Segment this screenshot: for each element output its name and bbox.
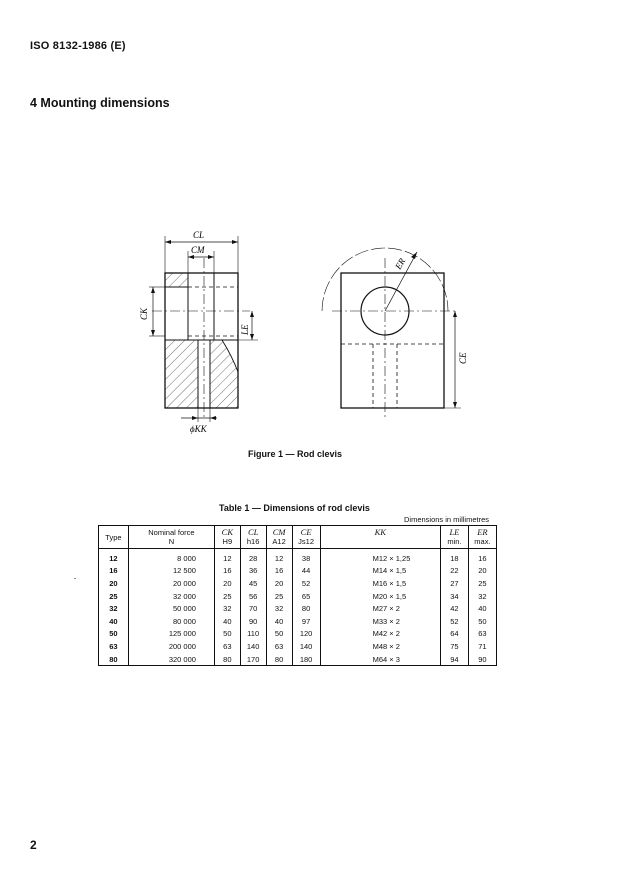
ck-label: CK [139, 307, 149, 320]
header-cl [240, 526, 266, 549]
section-title: 4 Mounting dimensions [30, 96, 170, 110]
clevis-side-view [322, 248, 461, 420]
header-ce-tolerance: Js12 [298, 537, 315, 546]
header-kk-symbol: KK [374, 527, 386, 537]
cl-label: CL [193, 230, 205, 240]
standard-header: ISO 8132-1986 (E) [30, 40, 126, 52]
table-header-row [99, 526, 497, 549]
header-er-symbol: ER [477, 527, 488, 537]
header-ck-tolerance: H9 [222, 537, 233, 546]
table-row: 16 12 500 16 36 16 44 M14 × 1,5 22 20 [99, 565, 497, 578]
table-caption: Table 1 — Dimensions of rod clevis [219, 503, 370, 513]
table-row: 50 125 000 50 110 50 120 M42 × 2 64 63 [99, 628, 497, 641]
table-row: 80 320 000 80 170 80 180 M64 × 3 94 90 [99, 653, 497, 666]
ce-label: CE [458, 352, 468, 364]
kk-label: ϕKK [190, 424, 207, 434]
header-ck [214, 526, 240, 549]
table-row: 12 8 000 12 28 12 38 M12 × 1,25 18 16 [99, 549, 497, 565]
header-cm-tolerance: A12 [272, 537, 286, 546]
cm-label: CM [191, 245, 205, 255]
header-ck-symbol: CK [221, 527, 233, 537]
header-ce-symbol: CE [300, 527, 312, 537]
scan-speck [74, 578, 76, 579]
header-er [468, 526, 496, 549]
header-le [440, 526, 468, 549]
dimensions-table [98, 525, 497, 666]
page-number: 2 [30, 838, 37, 852]
header-force-title: Nominal force [148, 528, 195, 537]
header-cm [266, 526, 292, 549]
figure-caption: Figure 1 — Rod clevis [248, 449, 343, 459]
er-label: ER [393, 256, 408, 271]
header-cl-symbol: CL [247, 527, 259, 537]
table-row: 25 32 000 25 56 25 65 M20 × 1,5 34 32 [99, 590, 497, 603]
units-note: Dimensions in millimetres [404, 515, 490, 524]
header-kk [320, 526, 440, 549]
header-ce [292, 526, 320, 549]
header-le-symbol: LE [449, 527, 460, 537]
header-type: Type [99, 526, 129, 549]
header-cm-symbol: CM [272, 527, 286, 537]
table-row: 63 200 000 63 140 63 140 M48 × 2 75 71 [99, 640, 497, 653]
header-le-tolerance: min. [447, 537, 462, 546]
table-row: 20 20 000 20 45 20 52 M16 × 1,5 27 25 [99, 577, 497, 590]
le-label: LE [240, 324, 250, 335]
header-er-tolerance: max. [474, 537, 491, 546]
header-force-unit: N [168, 537, 175, 546]
table-row: 40 80 000 40 90 40 97 M33 × 2 52 50 [99, 615, 497, 628]
header-cl-tolerance: h16 [246, 537, 260, 546]
header-force [128, 526, 214, 549]
table-row: 32 50 000 32 70 32 80 M27 × 2 42 40 [99, 602, 497, 615]
